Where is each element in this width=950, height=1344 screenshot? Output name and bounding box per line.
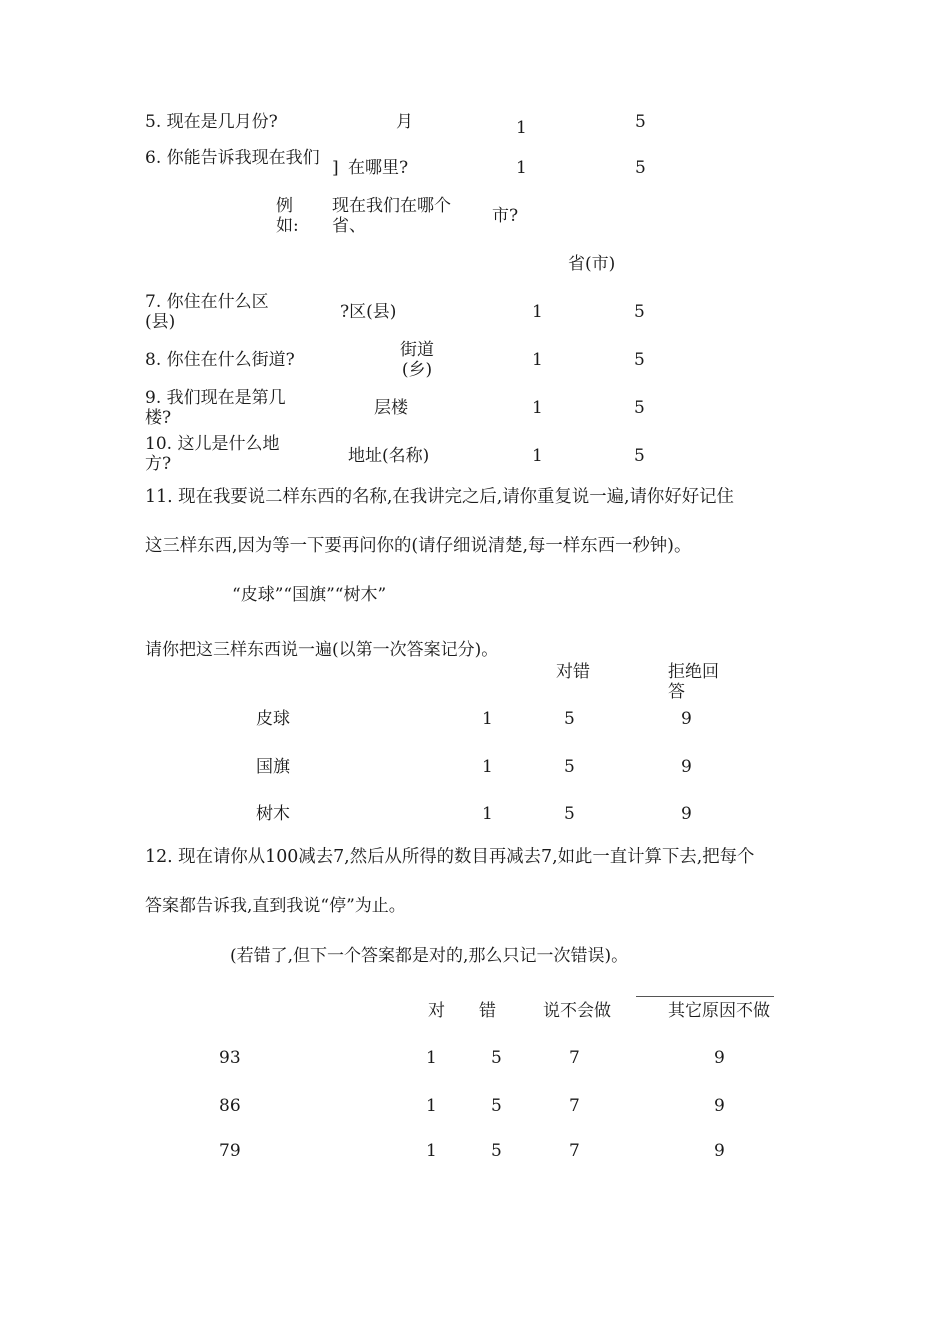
q12-row-wrong: 5 (491, 1096, 502, 1116)
q6-answer: 在哪里? (348, 158, 409, 178)
q11-row-refuse: 9 (681, 709, 692, 729)
q11-line1: 11. 现在我要说二样东西的名称,在我讲完之后,请你重复说一遍,请你好好记住 (145, 487, 734, 507)
q12-row-wrong: 5 (491, 1048, 502, 1068)
q6-score-wrong: 5 (635, 158, 646, 178)
q10-answer: 地址(名称) (348, 446, 430, 466)
q11-header-refuse: 拒绝回答 (668, 662, 719, 702)
q12-row-correct: 1 (426, 1048, 437, 1068)
q12-header-rule (636, 996, 774, 997)
q6-score-correct: 1 (516, 158, 527, 178)
q11-row-correct: 1 (482, 757, 493, 777)
q12-line2: 答案都告诉我,直到我说“停”为止。 (145, 896, 406, 916)
q12-header-other-box (640, 1001, 774, 1031)
q7-score-wrong: 5 (634, 302, 645, 322)
q11-row-item: 国旗 (256, 757, 290, 777)
q12-header-other: 其它原因不做 (668, 1001, 770, 1021)
q12-line1: 12. 现在请你从100减去7,然后从所得的数目再减去7,如此一直计算下去,把每个 (145, 847, 755, 867)
q8-score-wrong: 5 (634, 350, 645, 370)
q6-question: 6. 你能告诉我现在我们 (145, 148, 320, 168)
q11-header-refuse-box (644, 662, 734, 702)
q10-question: 10. 这儿是什么地方? (145, 434, 280, 474)
q11-row-wrong: 5 (564, 757, 575, 777)
q5-answer: 月 (396, 112, 413, 132)
q12-row-value: 79 (219, 1141, 241, 1161)
q10-score-correct: 1 (532, 446, 543, 466)
q11-header-right-wrong: 对错 (556, 662, 590, 682)
q12-row-cannot: 7 (569, 1096, 580, 1116)
q7-question: 7. 你住在什么区(县) (145, 292, 269, 332)
q11-items-quote: “皮球”“国旗”“树木” (232, 585, 387, 605)
q6-example-text: 现在我们在哪个省、 (332, 196, 451, 236)
q10-score-wrong: 5 (634, 446, 645, 466)
q8-score-correct: 1 (532, 350, 543, 370)
q11-row-wrong: 5 (564, 709, 575, 729)
q11-line2: 这三样东西,因为等一下要再问你的(请仔细说清楚,每一样东西一秒钟)。 (145, 536, 692, 556)
q9-question: 9. 我们现在是第几楼? (145, 388, 286, 428)
q12-row-other: 9 (714, 1096, 725, 1116)
q9-score-correct: 1 (532, 398, 543, 418)
q11-row-refuse: 9 (681, 757, 692, 777)
q11-row-refuse: 9 (681, 804, 692, 824)
q12-row-cannot: 7 (569, 1141, 580, 1161)
q12-row-value: 86 (219, 1096, 241, 1116)
q12-row-value: 93 (219, 1048, 241, 1068)
q7-answer: ?区(县) (340, 302, 397, 322)
q12-header-correct: 对 (428, 1001, 445, 1021)
q6-bracket: ] (332, 158, 339, 178)
q12-row-wrong: 5 (491, 1141, 502, 1161)
q5-question: 5. 现在是几月份? (145, 112, 278, 132)
q9-score-wrong: 5 (634, 398, 645, 418)
q12-note: (若错了,但下一个答案都是对的,那么只记一次错误)。 (230, 946, 629, 966)
q12-row-correct: 1 (426, 1096, 437, 1116)
q5-score-wrong: 5 (635, 112, 646, 132)
q12-header-wrong: 错 (479, 1001, 496, 1021)
q8-question: 8. 你住在什么街道? (145, 350, 295, 370)
q12-header-cannot: 说不会做 (543, 1001, 611, 1021)
q12-row-other: 9 (714, 1141, 725, 1161)
q11-row-correct: 1 (482, 709, 493, 729)
q9-answer: 层楼 (374, 398, 408, 418)
q12-row-correct: 1 (426, 1141, 437, 1161)
q11-row-item: 树木 (256, 804, 290, 824)
q6-province: 省(市) (568, 254, 616, 274)
q8-answer: 街道(乡) (400, 340, 434, 380)
q11-row-item: 皮球 (256, 709, 290, 729)
q6-example-city: 市? (492, 206, 519, 226)
q12-row-other: 9 (714, 1048, 725, 1068)
q11-row-correct: 1 (482, 804, 493, 824)
q6-example-label: 例如: (276, 196, 299, 236)
q12-row-cannot: 7 (569, 1048, 580, 1068)
q11-instruction: 请你把这三样东西说一遍(以第一次答案记分)。 (145, 640, 499, 660)
q5-score-correct: 1 (516, 118, 527, 138)
q7-score-correct: 1 (532, 302, 543, 322)
q11-row-wrong: 5 (564, 804, 575, 824)
